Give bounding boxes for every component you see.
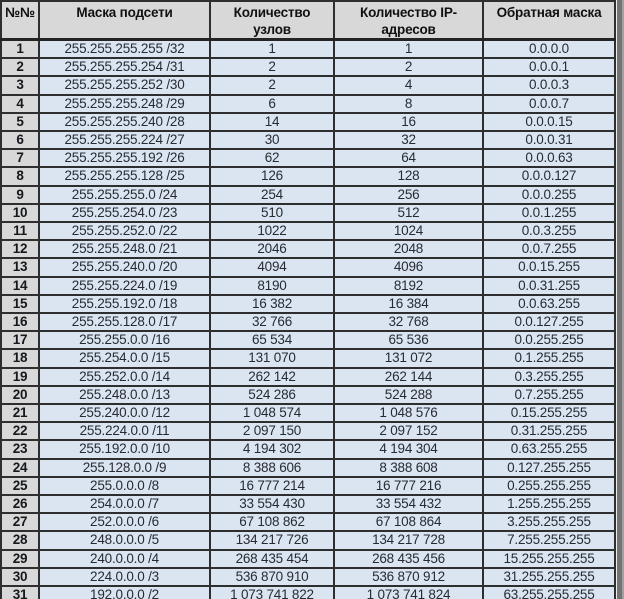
ip-count-cell: 524 288: [334, 386, 483, 404]
wildcard-mask-cell: 0.255.255.255: [483, 477, 615, 495]
wildcard-mask-cell: 7.255.255.255: [483, 531, 615, 549]
row-number-cell: 12: [1, 240, 39, 258]
table-row: [1, 531, 615, 549]
ip-count-cell: 1: [334, 40, 483, 59]
table-row: [1, 131, 615, 149]
row-number-cell: 27: [1, 513, 39, 531]
host-count-cell: 268 435 454: [210, 550, 334, 568]
wildcard-mask-cell: 31.255.255.255: [483, 568, 615, 586]
wildcard-mask-cell: 0.31.255.255: [483, 422, 615, 440]
subnet-mask-cell: 255.255.255.128 /25: [39, 167, 210, 185]
wildcard-mask-cell: 0.0.15.255: [483, 258, 615, 276]
host-count-cell: 2 097 150: [210, 422, 334, 440]
subnet-mask-cell: 255.0.0.0 /8: [39, 477, 210, 495]
host-count-cell: 126: [210, 167, 334, 185]
ip-count-cell: 16 384: [334, 295, 483, 313]
table-row: [1, 550, 615, 568]
ip-count-cell: 262 144: [334, 368, 483, 386]
table-row: [1, 204, 615, 222]
subnet-mask-cell: 255.255.255.224 /27: [39, 131, 210, 149]
header-wildcard-mask-column: [483, 1, 615, 40]
host-count-cell: 510: [210, 204, 334, 222]
table-row: [1, 58, 615, 76]
table-row: [1, 568, 615, 586]
header-host-count-column: [210, 1, 334, 40]
subnet-mask-cell: 255.255.254.0 /23: [39, 204, 210, 222]
subnet-mask-cell: 255.255.224.0 /19: [39, 277, 210, 295]
host-count-cell: 254: [210, 186, 334, 204]
wildcard-mask-cell: 0.0.127.255: [483, 313, 615, 331]
row-number-cell: 23: [1, 440, 39, 458]
row-number-cell: 20: [1, 386, 39, 404]
ip-count-cell: 67 108 864: [334, 513, 483, 531]
table-row: [1, 113, 615, 131]
wildcard-mask-cell: 15.255.255.255: [483, 550, 615, 568]
header-ip-count-column: [334, 1, 483, 40]
ip-count-cell: 8 388 608: [334, 459, 483, 477]
wildcard-mask-cell: 0.0.1.255: [483, 204, 615, 222]
host-count-cell: 6: [210, 95, 334, 113]
table-row: [1, 40, 615, 59]
subnet-mask-cell: 255.248.0.0 /13: [39, 386, 210, 404]
ip-count-cell: 256: [334, 186, 483, 204]
table-row: [1, 240, 615, 258]
subnet-mask-cell: 192.0.0.0 /2: [39, 586, 210, 599]
row-number-cell: 9: [1, 186, 39, 204]
row-number-cell: 24: [1, 459, 39, 477]
table-row: [1, 586, 615, 599]
ip-count-cell: 8: [334, 95, 483, 113]
header-subnet-mask-label: Маска подсети: [76, 5, 173, 20]
ip-count-cell: 2 097 152: [334, 422, 483, 440]
table-row: [1, 404, 615, 422]
row-number-cell: 5: [1, 113, 39, 131]
wildcard-mask-cell: 3.255.255.255: [483, 513, 615, 531]
row-number-cell: 3: [1, 76, 39, 94]
table-row: [1, 495, 615, 513]
subnet-mask-cell: 255.255.248.0 /21: [39, 240, 210, 258]
row-number-cell: 1: [1, 40, 39, 59]
wildcard-mask-cell: 0.0.0.63: [483, 149, 615, 167]
wildcard-mask-cell: 0.0.0.1: [483, 58, 615, 76]
row-number-cell: 15: [1, 295, 39, 313]
host-count-cell: 262 142: [210, 368, 334, 386]
ip-count-cell: 536 870 912: [334, 568, 483, 586]
table-row: [1, 258, 615, 276]
wildcard-mask-cell: 0.0.0.255: [483, 186, 615, 204]
host-count-cell: 62: [210, 149, 334, 167]
host-count-cell: 65 534: [210, 331, 334, 349]
row-number-cell: 29: [1, 550, 39, 568]
header-host-count-line2: узлов: [253, 21, 291, 37]
ip-count-cell: 2: [334, 58, 483, 76]
row-number-cell: 14: [1, 277, 39, 295]
host-count-cell: 8 388 606: [210, 459, 334, 477]
subnet-mask-cell: 255.255.255.192 /26: [39, 149, 210, 167]
subnet-mask-cell: 255.255.255.240 /28: [39, 113, 210, 131]
table-row: [1, 76, 615, 94]
table-row: [1, 95, 615, 113]
subnet-mask-cell: 255.224.0.0 /11: [39, 422, 210, 440]
header-ip-count-line1: Количество IP-: [360, 5, 457, 20]
header-subnet-mask-column: [39, 1, 210, 40]
subnet-mask-cell: 255.255.0.0 /16: [39, 331, 210, 349]
ip-count-cell: 512: [334, 204, 483, 222]
ip-count-cell: 131 072: [334, 349, 483, 367]
subnet-mask-cell: 255.255.240.0 /20: [39, 258, 210, 276]
header-number-label: №№: [5, 5, 35, 20]
subnet-mask-cell: 255.255.255.248 /29: [39, 95, 210, 113]
wildcard-mask-cell: 0.1.255.255: [483, 349, 615, 367]
host-count-cell: 1 048 574: [210, 404, 334, 422]
wildcard-mask-cell: 0.0.0.7: [483, 95, 615, 113]
host-count-cell: 1: [210, 40, 334, 59]
host-count-cell: 8190: [210, 277, 334, 295]
table-row: [1, 295, 615, 313]
ip-count-cell: 8192: [334, 277, 483, 295]
subnet-mask-cell: 255.254.0.0 /15: [39, 349, 210, 367]
wildcard-mask-cell: 0.0.255.255: [483, 331, 615, 349]
host-count-cell: 16 777 214: [210, 477, 334, 495]
table-row: [1, 186, 615, 204]
ip-count-cell: 4096: [334, 258, 483, 276]
table-row: [1, 277, 615, 295]
host-count-cell: 32 766: [210, 313, 334, 331]
ip-count-cell: 32: [334, 131, 483, 149]
subnet-mask-cell: 254.0.0.0 /7: [39, 495, 210, 513]
table-row: [1, 513, 615, 531]
host-count-cell: 4 194 302: [210, 440, 334, 458]
host-count-cell: 4094: [210, 258, 334, 276]
host-count-cell: 33 554 430: [210, 495, 334, 513]
host-count-cell: 14: [210, 113, 334, 131]
subnet-mask-cell: 252.0.0.0 /6: [39, 513, 210, 531]
table-row: [1, 477, 615, 495]
host-count-cell: 536 870 910: [210, 568, 334, 586]
ip-count-cell: 65 536: [334, 331, 483, 349]
subnet-mask-cell: 255.128.0.0 /9: [39, 459, 210, 477]
row-number-cell: 6: [1, 131, 39, 149]
subnet-mask-cell: 255.255.255.0 /24: [39, 186, 210, 204]
host-count-cell: 2046: [210, 240, 334, 258]
row-number-cell: 2: [1, 58, 39, 76]
row-number-cell: 7: [1, 149, 39, 167]
ip-count-cell: 134 217 728: [334, 531, 483, 549]
wildcard-mask-cell: 63.255.255.255: [483, 586, 615, 599]
ip-count-cell: 16 777 216: [334, 477, 483, 495]
wildcard-mask-cell: 0.63.255.255: [483, 440, 615, 458]
wildcard-mask-cell: 0.0.0.127: [483, 167, 615, 185]
wildcard-mask-cell: 0.7.255.255: [483, 386, 615, 404]
subnet-mask-cell: 255.255.255.254 /31: [39, 58, 210, 76]
host-count-cell: 1022: [210, 222, 334, 240]
host-count-cell: 2: [210, 58, 334, 76]
header-wildcard-mask-label: Обратная маска: [496, 5, 602, 20]
ip-count-cell: 4: [334, 76, 483, 94]
subnet-mask-cell: 255.255.128.0 /17: [39, 313, 210, 331]
wildcard-mask-cell: 0.0.0.3: [483, 76, 615, 94]
host-count-cell: 2: [210, 76, 334, 94]
host-count-cell: 134 217 726: [210, 531, 334, 549]
row-number-cell: 21: [1, 404, 39, 422]
window-background-strip: [616, 0, 624, 599]
table-row: [1, 386, 615, 404]
ip-count-cell: 32 768: [334, 313, 483, 331]
subnet-mask-cell: 255.255.255.255 /32: [39, 40, 210, 59]
wildcard-mask-cell: 0.0.3.255: [483, 222, 615, 240]
ip-count-cell: 1 073 741 824: [334, 586, 483, 599]
row-number-cell: 8: [1, 167, 39, 185]
wildcard-mask-cell: 0.0.0.0: [483, 40, 615, 59]
table-row: [1, 368, 615, 386]
table-row: [1, 349, 615, 367]
subnet-mask-cell: 255.255.255.252 /30: [39, 76, 210, 94]
wildcard-mask-cell: 0.0.31.255: [483, 277, 615, 295]
ip-count-cell: 128: [334, 167, 483, 185]
table-row: [1, 422, 615, 440]
subnet-mask-cell: 248.0.0.0 /5: [39, 531, 210, 549]
table-body: [1, 40, 615, 599]
subnet-mask-cell: 240.0.0.0 /4: [39, 550, 210, 568]
table-row: [1, 440, 615, 458]
wildcard-mask-cell: 0.0.0.31: [483, 131, 615, 149]
ip-count-cell: 268 435 456: [334, 550, 483, 568]
ip-count-cell: 2048: [334, 240, 483, 258]
ip-count-cell: 64: [334, 149, 483, 167]
subnet-mask-cell: 255.192.0.0 /10: [39, 440, 210, 458]
row-number-cell: 28: [1, 531, 39, 549]
row-number-cell: 10: [1, 204, 39, 222]
ip-count-cell: 4 194 304: [334, 440, 483, 458]
host-count-cell: 30: [210, 131, 334, 149]
subnet-mask-cell: 255.240.0.0 /12: [39, 404, 210, 422]
row-number-cell: 22: [1, 422, 39, 440]
ip-count-cell: 1024: [334, 222, 483, 240]
header-row: [1, 1, 615, 40]
row-number-cell: 11: [1, 222, 39, 240]
host-count-cell: 1 073 741 822: [210, 586, 334, 599]
row-number-cell: 13: [1, 258, 39, 276]
subnet-mask-cell: 255.252.0.0 /14: [39, 368, 210, 386]
row-number-cell: 31: [1, 586, 39, 599]
header-host-count-line1: Количество: [233, 5, 311, 20]
header-number-column: [1, 1, 39, 40]
table-row: [1, 313, 615, 331]
table-row: [1, 149, 615, 167]
ip-count-cell: 1 048 576: [334, 404, 483, 422]
wildcard-mask-cell: 1.255.255.255: [483, 495, 615, 513]
row-number-cell: 4: [1, 95, 39, 113]
host-count-cell: 16 382: [210, 295, 334, 313]
host-count-cell: 524 286: [210, 386, 334, 404]
table-row: [1, 331, 615, 349]
wildcard-mask-cell: 0.3.255.255: [483, 368, 615, 386]
table-row: [1, 167, 615, 185]
row-number-cell: 30: [1, 568, 39, 586]
row-number-cell: 16: [1, 313, 39, 331]
row-number-cell: 17: [1, 331, 39, 349]
table-header: [1, 1, 615, 40]
wildcard-mask-cell: 0.0.63.255: [483, 295, 615, 313]
row-number-cell: 18: [1, 349, 39, 367]
wildcard-mask-cell: 0.127.255.255: [483, 459, 615, 477]
header-ip-count-line2: адресов: [381, 21, 436, 37]
row-number-cell: 25: [1, 477, 39, 495]
wildcard-mask-cell: 0.0.7.255: [483, 240, 615, 258]
table-row: [1, 459, 615, 477]
subnet-mask-cell: 224.0.0.0 /3: [39, 568, 210, 586]
subnet-mask-cell: 255.255.192.0 /18: [39, 295, 210, 313]
host-count-cell: 67 108 862: [210, 513, 334, 531]
subnet-mask-cell: 255.255.252.0 /22: [39, 222, 210, 240]
ip-count-cell: 33 554 432: [334, 495, 483, 513]
host-count-cell: 131 070: [210, 349, 334, 367]
ip-count-cell: 16: [334, 113, 483, 131]
wildcard-mask-cell: 0.15.255.255: [483, 404, 615, 422]
table-row: [1, 222, 615, 240]
wildcard-mask-cell: 0.0.0.15: [483, 113, 615, 131]
row-number-cell: 19: [1, 368, 39, 386]
row-number-cell: 26: [1, 495, 39, 513]
